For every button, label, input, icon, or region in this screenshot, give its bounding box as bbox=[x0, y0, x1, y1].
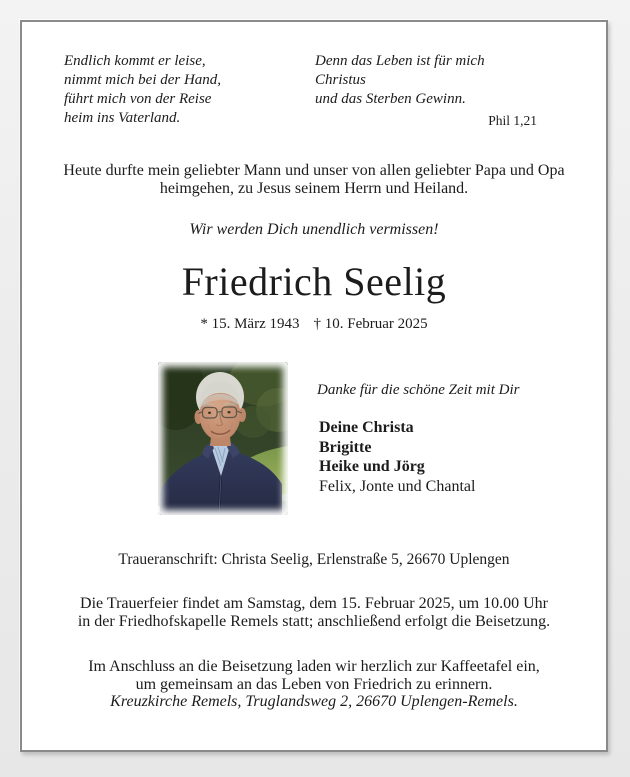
reception-location: Kreuzkirche Remels, Truglandsweg 2, 26670 Uplengen-Remels. bbox=[110, 693, 518, 710]
verse-left-line: Endlich kommt er leise, bbox=[64, 53, 206, 69]
farewell-text: Wir werden Dich unendlich vermissen! bbox=[189, 221, 439, 238]
deceased-name: Friedrich Seelig bbox=[181, 259, 447, 304]
mourning-address: Traueranschrift: Christa Seelig, Erlenstraße 5, 26670 Uplengen bbox=[118, 551, 510, 568]
reception-line: Im Anschluss an die Beisetzung laden wir herzlich zur Kaffeetafel ein, bbox=[88, 658, 540, 675]
reception-line: um gemeinsam an das Leben von Friedrich zu erinnern. bbox=[135, 675, 493, 693]
memorial-card bbox=[20, 20, 608, 752]
verse-left-line: führt mich von der Reise bbox=[64, 91, 212, 107]
verse-right-line: Denn das Leben ist für mich Christus bbox=[315, 53, 485, 88]
verse-right bbox=[315, 52, 537, 130]
verse-left bbox=[64, 52, 221, 128]
thanks-text: Danke für die schöne Zeit mit Dir bbox=[317, 382, 520, 398]
portrait-photo-image bbox=[158, 362, 288, 515]
verse-right-line: und das Sterben Gewinn. bbox=[315, 91, 466, 107]
portrait-photo bbox=[158, 362, 288, 515]
bible-reference: Phil 1,21 bbox=[488, 113, 537, 128]
mourner-name: Brigitte bbox=[319, 438, 372, 456]
verse-left-line: heim ins Vaterland. bbox=[64, 110, 181, 126]
birth-date: * 15. März 1943 bbox=[200, 316, 300, 332]
announcement-line: Heute durfte mein geliebter Mann und unser von allen geliebter Papa und Opa bbox=[63, 162, 565, 179]
verse-left-line: nimmt mich bei der Hand, bbox=[64, 72, 222, 88]
mourner-name: Deine Christa bbox=[319, 419, 414, 436]
funeral-service-line: in der Friedhofskapelle Remels statt; anschließend erfolgt die Beisetzung. bbox=[77, 612, 551, 630]
funeral-service-line: Die Trauerfeier findet am Samstag, dem 15. Februar 2025, um 10.00 Uhr bbox=[80, 595, 548, 612]
reception-info bbox=[22, 658, 606, 711]
announcement-text bbox=[22, 162, 606, 197]
death-date: † 10. Februar 2025 bbox=[313, 316, 428, 332]
mourner-name: Felix, Jonte und Chantal bbox=[319, 477, 476, 495]
mourners-list bbox=[319, 418, 475, 496]
mourner-name: Heike und Jörg bbox=[319, 458, 425, 475]
life-dates bbox=[22, 316, 606, 333]
announcement-line: heimgehen, zu Jesus seinem Herrn und Heiland. bbox=[159, 179, 469, 197]
funeral-service-info bbox=[22, 595, 606, 630]
